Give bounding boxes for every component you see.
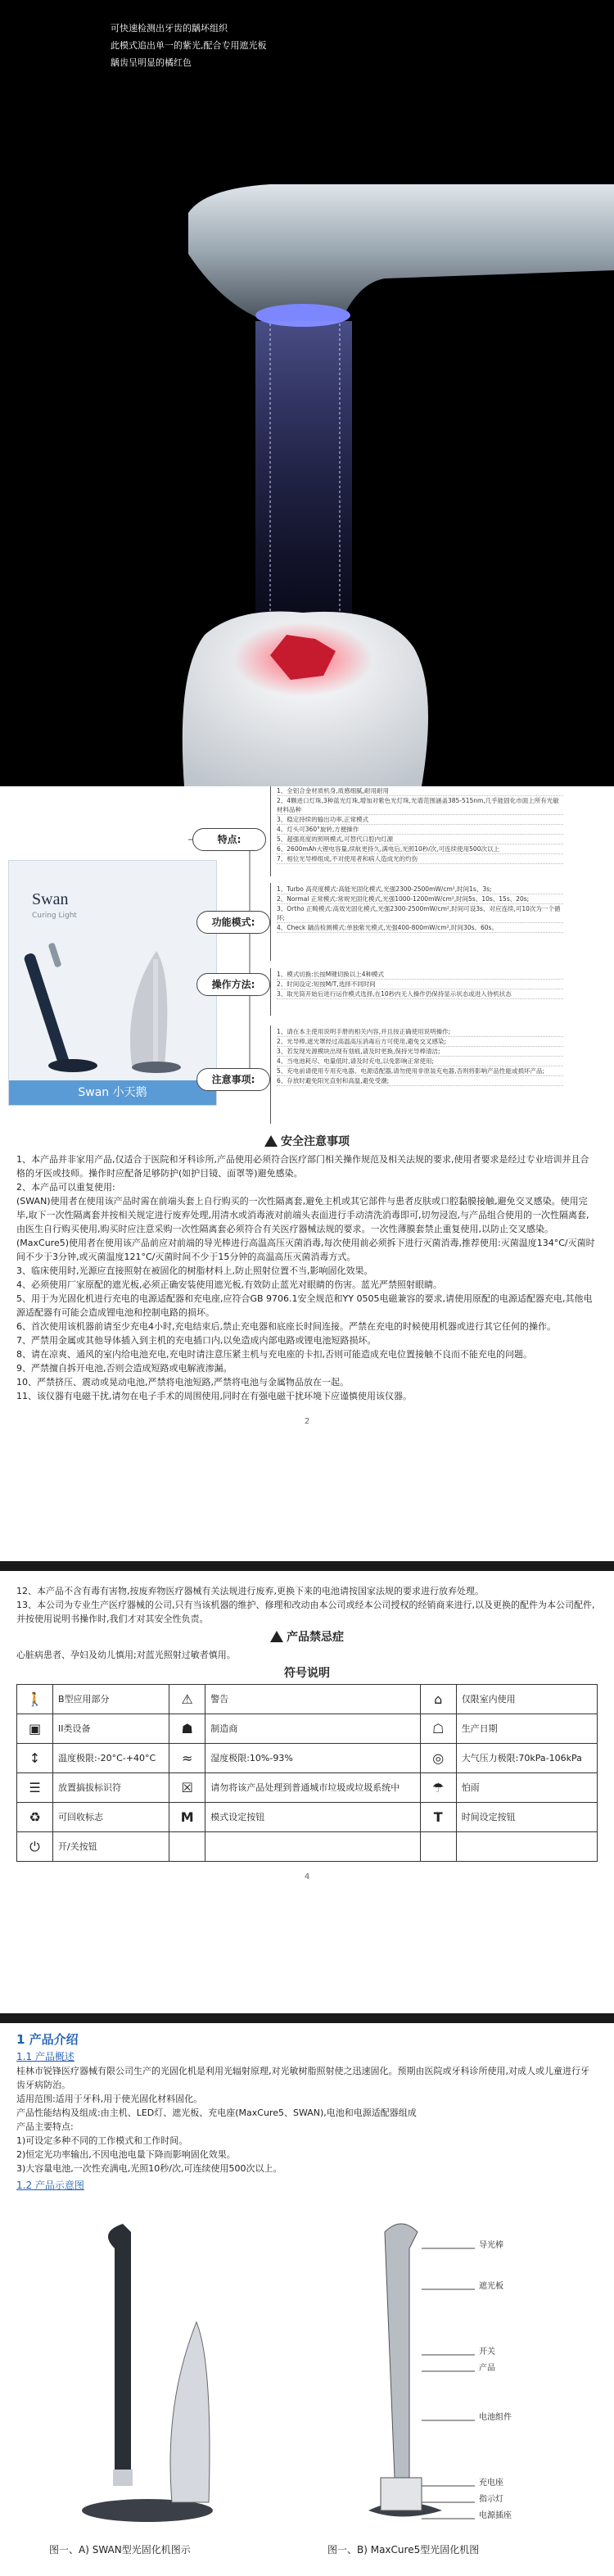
fig-label: 指示灯	[479, 2495, 503, 2504]
symbol-row	[17, 1744, 598, 1773]
continuation-item: 13、本公司为专业生产医疗器械的公司,只有当该机器的维护、修理和改动由本公司或经本公司授权的经销商来进行,以及更换的配件为本公司配件,并按使用说明书操作时,我们才对其安全性负责。	[16, 1600, 595, 1624]
symbols-table	[16, 1684, 598, 1862]
contraindication-title: 产品禁忌症	[287, 1631, 344, 1644]
fig-label: 导光棒	[479, 2241, 503, 2250]
safety-item: 3、临床使用时,光源应直接照射在被固化的树脂材料上,防止照射位置不当,影响固化效果。	[16, 1265, 373, 1276]
symbol-label: B型应用部分	[53, 1685, 169, 1714]
safety-item: 6、首次使用该机器前请至少充电4小时,充电结束后,禁止充电器和底座长时间连接。严禁在充电的时候使用机器或进行其它任何的操作。	[16, 1321, 556, 1332]
notes-bracket	[270, 1025, 271, 1124]
pressure-icon: ◎	[420, 1744, 456, 1773]
warning-icon	[270, 1631, 283, 1642]
continuation-item: 12、本产品不含有毒有害物,按废弃物医疗器械有关法规进行废弃,更换下来的电池请按国家法规的要求进行放弃处理。	[16, 1586, 484, 1596]
safety-title: 安全注意事项	[281, 1135, 350, 1148]
intro-subtitle-diagram: 1.2 产品示意图	[16, 2180, 84, 2191]
intro-paragraph: 产品性能结构及组成:由主机、LED灯、遮光板、充电座(MaxCure5、SWAN),电池和电源适配器组成	[16, 2107, 417, 2118]
symbol-label: 温度极限:-20°C-+40°C	[53, 1744, 169, 1773]
modes-list	[277, 885, 563, 933]
recycle-icon: ♻	[17, 1803, 53, 1832]
page-number: 2	[304, 1417, 310, 1426]
hero-line-1: 可快速检测出牙齿的龋坏组织	[111, 23, 228, 34]
safety-item: 11、该仪器有电磁干扰,请勿在电子手术的周围使用,同时在有强电磁干扰环境下应谨慎使用该仪器。	[16, 1391, 412, 1401]
humidity-icon: ≈	[169, 1744, 205, 1773]
feature-item: 6、2600mAh大锂电容量,续航更持久,满电后,光照10秒/次,可连续使用500次以上	[277, 844, 563, 854]
product-diagrams	[16, 2199, 598, 2560]
class2-icon: ▣	[17, 1714, 53, 1744]
umbrella-icon: ☂	[420, 1773, 456, 1803]
fig-label: 开关	[479, 2347, 495, 2356]
intro-paragraph: 2)恒定光功率输出,不因电池电量下降而影响固化效果。	[16, 2149, 236, 2160]
operation-item: 3、取光筒开始后进行运作模式选择,在10秒内无人操作仍保持显示状态或进入待机状态	[277, 989, 563, 999]
safety-item: 1、本产品并非家用产品,仅适合于医院和牙科诊所,产品使用必须符合医疗部门相关操作规范及相关法规的要求,使用者要求是经过专业培训并且合格的牙医或技师。操作时应配备足够防护(如护目镜、面罩等)避免感染。	[16, 1154, 589, 1179]
symbol-label	[456, 1832, 597, 1862]
modes-bracket	[270, 883, 271, 961]
safety-page	[0, 1135, 614, 1561]
warning-icon: ⚠	[169, 1685, 205, 1714]
safety-item: 10、严禁挤压、震动或晃动电池,严禁将电池短路,严禁将电池与金属物品放在一起。	[16, 1377, 349, 1388]
note-item: 5、充电前请使用专用充电器、电源适配器,请勿使用非原装充电器,否则将影响产品性能或损坏产品;	[277, 1066, 563, 1076]
symbol-label: 放置搞拔标识符	[53, 1773, 169, 1803]
intro-title: 1 产品介绍	[16, 2032, 79, 2047]
brand-name: Swan	[32, 890, 69, 908]
operation-bracket	[270, 968, 271, 1016]
feature-item: 3、稳定持续的输出功率,正常模式	[277, 815, 563, 825]
fig-label: 充电座	[479, 2479, 503, 2488]
safety-item: 9、严禁擅自拆开电池,否则会造成短路或电解液渗漏。	[16, 1363, 233, 1374]
fig-label: 产品	[479, 2364, 495, 2373]
features-list	[277, 786, 563, 864]
note-item: 6、存放时避免阳光直射和高温,避免受潮;	[277, 1076, 563, 1086]
person-icon: 🚶	[17, 1685, 53, 1714]
node-features: 特点:	[192, 828, 266, 851]
safety-item: 4、必须使用厂家原配的遮光板,必须正确安装使用遮光板,有效防止蓝光对眼睛的伤害。蓝光严禁照射眼睛。	[16, 1279, 442, 1290]
safety-item: 8、请在凉爽、通风的室内给电池充电,充电时请注意压紧主机与充电座的卡扣,否则可能造成充电位置接触不良而不能充电的问题。	[16, 1349, 532, 1360]
feature-item: 7、相位光导棒组成,不对使用者和病人造成光的灼伤	[277, 854, 563, 864]
feature-item: 5、超强亮度的照明模式,可替代口腔内灯源	[277, 835, 563, 844]
symbol-label	[205, 1832, 420, 1862]
fig-label: 遮光板	[479, 2282, 503, 2291]
note-item: 1、请在本主使用说明手册的相关内容,并且按正确使用说明操作;	[277, 1027, 563, 1037]
contraindication-heading	[16, 1631, 598, 1645]
mode-item: 4、Check 龋齿检测模式:单独紫光模式,光强400-800mW/cm²,时间30s、60s。	[277, 923, 563, 933]
node-notes: 注意事项:	[196, 1068, 270, 1091]
node-modes: 功能模式:	[196, 911, 270, 934]
brand-subtitle: Curing Light	[32, 912, 77, 920]
indoor-icon: ⌂	[420, 1685, 456, 1714]
date-icon: ☖	[420, 1714, 456, 1744]
symbol-label: 大气压力极限:70kPa-106kPa	[456, 1744, 597, 1773]
empty-icon	[169, 1832, 205, 1862]
intro-paragraph: 适用范围:适用于牙科,用于使光固化材料固化。	[16, 2094, 203, 2104]
layers-icon: ☰	[17, 1773, 53, 1803]
note-item: 4、当电池耗尽、电量低时,请及时充电,以免影响正常使用;	[277, 1057, 563, 1066]
fig-label: 电源插座	[479, 2511, 512, 2520]
node-operation: 操作方法:	[196, 973, 270, 996]
note-item: 2、光导棒,遮光罩经过高温高压消毒后方可使用,避免交叉感染;	[277, 1037, 563, 1047]
features-bracket	[270, 786, 271, 876]
symbol-row	[17, 1803, 598, 1832]
bin-icon: ☒	[169, 1773, 205, 1803]
safety-item: (SWAN)使用者在使用该产品时需在前端头套上自行购买的一次性隔离套,避免主机或其它部件与患者皮肤或口腔黏膜接触,避免交叉感染。使用完毕,取下一次性隔离套并按相关规定进行废弃处理,用清水或消毒液对前端头表面进行手动清洗消毒即可,切勿浸泡,与产品组合使用的一次性隔离套,由医生自行购买使用,购买时应注意采购一次性隔离套必须符合有关医疗器械法规的要求。一次性薄膜套禁止重复使用,以防止交叉感染。	[16, 1196, 589, 1234]
contraindication-text: 心脏病患者、孕妇及幼儿慎用;对蓝光照射过敏者慎用。	[16, 1650, 236, 1660]
note-item: 3、若发现光源模块出现有划痕,请及时更换,保持光导棒清洁;	[277, 1047, 563, 1057]
mode-item: 3、Ortho 正畸模式:高效光固化模式,光强2300-2500mW/cm²,时间可设3s、对应连续,可10次为一个循环;	[277, 904, 563, 923]
intro-page	[0, 2023, 614, 2576]
safety-item: (MaxCure5)使用者在使用该产品前应对前端的导光棒进行高温高压灭菌消毒,每次使用前必须拆下进行灭菌消毒,推荐使用:灭菌温度134°C/灭菌时间不少于3分钟,或灭菌温度121°C/灭菌时间不少于15分钟的高温高压灭菌消毒方式。	[16, 1238, 595, 1262]
intro-paragraph: 1)可设定多种不同的工作模式和工作时间。	[16, 2135, 188, 2146]
safety-heading	[16, 1135, 598, 1149]
symbol-row	[17, 1773, 598, 1803]
hero-line-3: 龋齿呈明显的橘红色	[111, 57, 192, 68]
symbol-label: 仅限室内使用	[456, 1685, 597, 1714]
symbol-label: 怕雨	[456, 1773, 597, 1803]
power-icon: ⏻	[17, 1832, 53, 1862]
symbol-label: 湿度极限:10%-93%	[205, 1744, 420, 1773]
operation-item: 1、模式切换:长按M键切换以上4种模式	[277, 970, 563, 980]
page-number: 4	[304, 1872, 310, 1881]
symbols-title: 符号说明	[284, 1667, 330, 1680]
figure-a-caption: 图一、A) SWAN型光固化机图示	[49, 2544, 191, 2556]
operation-list	[277, 970, 563, 999]
hero-banner	[0, 0, 614, 786]
feature-item: 1、全铝合金材质机身,质感细腻,耐用耐用	[277, 786, 563, 796]
symbol-row	[17, 1685, 598, 1714]
empty-icon	[420, 1832, 456, 1862]
hero-line-2: 此模式追出单一的紫光,配合专用遮光板	[111, 40, 267, 51]
safety-item: 2、本产品可以重复使用:	[16, 1182, 115, 1193]
mode-item: 1、Turbo 高亮度模式:高能光固化模式,光强2300-2500mW/cm²,时间1s、3s;	[277, 885, 563, 894]
M-icon: M	[169, 1803, 205, 1832]
intro-paragraph: 3)大容量电池,一次性充满电,光照10秒/次,可连续使用500次以上。	[16, 2163, 282, 2174]
curing-light-illustration	[0, 0, 614, 786]
page-divider	[0, 1561, 614, 1571]
notes-list	[277, 1027, 563, 1086]
symbol-row	[17, 1714, 598, 1744]
symbol-row	[17, 1832, 598, 1862]
symbol-label: 时间设定按钮	[456, 1803, 597, 1832]
mode-item: 2、Normal 正常模式:常规光固化模式,光强1000-1200mW/cm²,时间5s、10s、15s、20s;	[277, 894, 563, 904]
intro-subtitle-overview: 1.1 产品概述	[16, 2051, 74, 2062]
fig-label: 电池组件	[479, 2413, 512, 2422]
product-card-title: Swan 小天鹅	[9, 1080, 216, 1105]
symbol-label: II类设备	[53, 1714, 169, 1744]
intro-paragraph: 产品主要特点:	[16, 2121, 74, 2132]
symbol-label: 可回收标志	[53, 1803, 169, 1832]
symbol-label: 警告	[205, 1685, 420, 1714]
page-divider	[0, 2013, 614, 2023]
symbol-label: 开/关按钮	[53, 1832, 169, 1862]
temp-icon: ↕	[17, 1744, 53, 1773]
factory-icon: ☗	[169, 1714, 205, 1744]
operation-item: 2、时间设定:短按M/T,选择不同时间	[277, 980, 563, 989]
symbol-label: 模式设定按钮	[205, 1803, 420, 1832]
warning-icon	[264, 1135, 278, 1147]
safety-item: 5、用于为光固化机进行充电的电源适配器和充电座,应符合GB 9706.1安全规范和YY 0505电磁兼容的要求,请使用原配的电源适配器充电,其他电源适配器有可能会造成锂电池和控制电路的损坏。	[16, 1293, 593, 1318]
feature-mindmap-section	[0, 786, 614, 1130]
symbol-label: 请勿将该产品处理到普通城市垃圾或垃圾系统中	[205, 1773, 420, 1803]
intro-paragraph: 桂林市锐锋医疗器械有限公司生产的光固化机是利用光辐射原理,对光敏树脂照射使之迅速固化。预期由医院或牙科诊所使用,对成人或儿童进行牙齿牙病防治。	[16, 2066, 589, 2090]
symbol-label: 生产日期	[456, 1714, 597, 1744]
continuation-page	[0, 1571, 614, 2013]
figure-b-caption: 图一、B) MaxCure5型光固化机图	[327, 2544, 480, 2556]
safety-item: 7、严禁用金属或其他导体插入到主机的充电插口内,以免造成内部电路或锂电池短路损坏。	[16, 1335, 377, 1346]
feature-item: 2、4颗进口灯珠,3种蓝光灯珠,增加对紫色光灯珠,光谱范围涵盖385-515nm,几乎能固化市面上所有光敏材料品种	[277, 796, 563, 815]
T-icon: T	[420, 1803, 456, 1832]
product-figures	[16, 2199, 598, 2576]
feature-item: 4、灯头可360°旋转,方便操作	[277, 825, 563, 835]
symbol-label: 制造商	[205, 1714, 420, 1744]
